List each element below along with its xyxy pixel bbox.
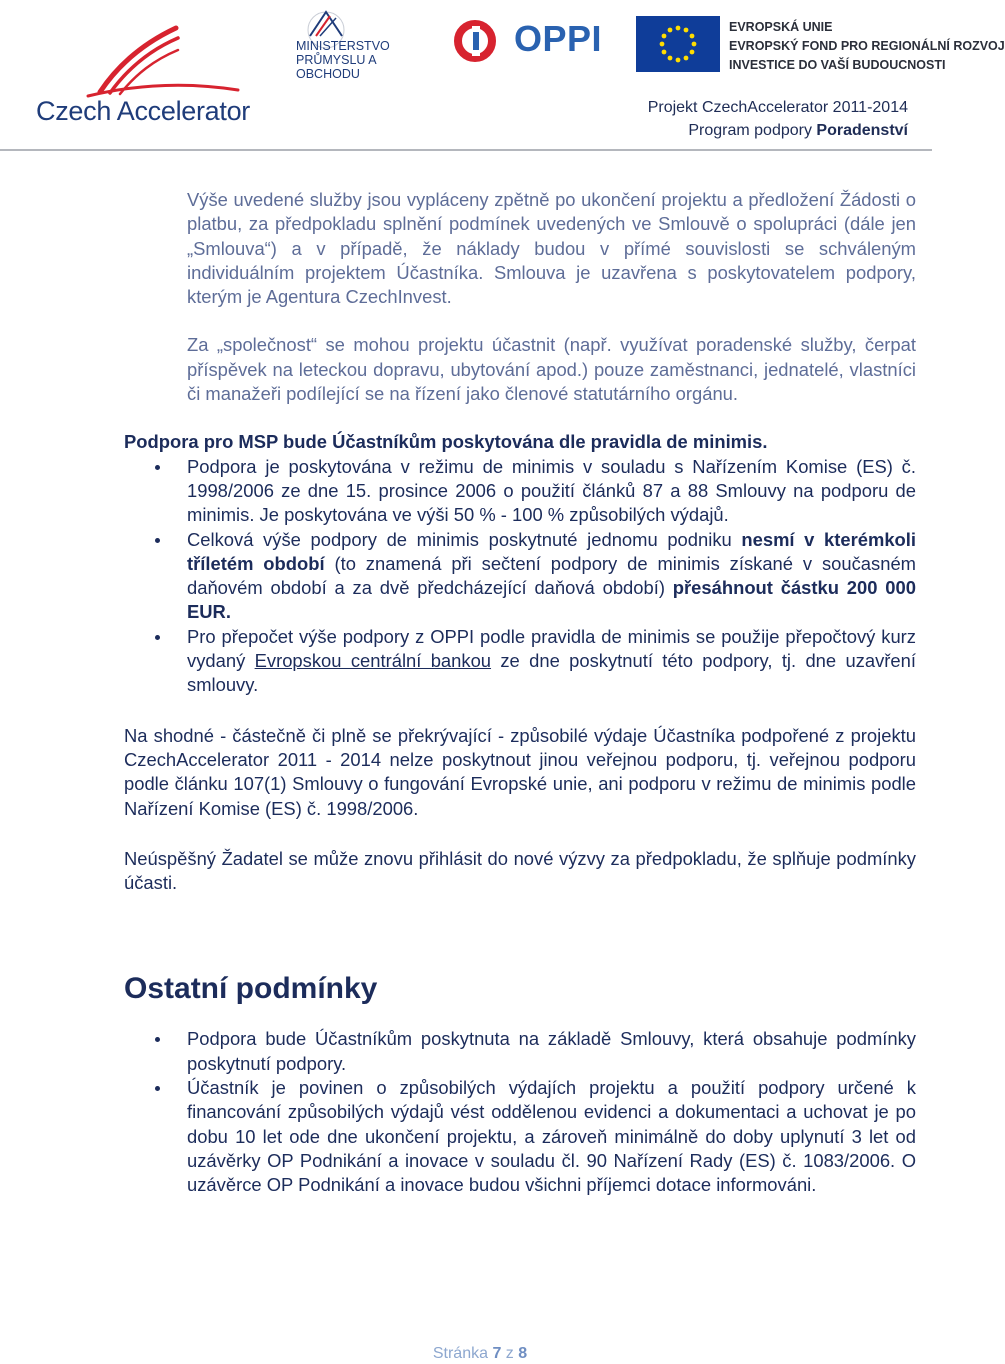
page-word: Stránka (432, 1345, 488, 1362)
program-name: Poradenství (816, 122, 908, 139)
mpo-name-line2: PRŮMYSLU A OBCHODU (296, 53, 376, 81)
bullet-icon (155, 635, 160, 640)
list-item: Pro přepočet výše podpory z OPPI podle pravidla de minimis se použije přepočtový kurz vydaný Evropskou centrální bankou ze dne poskytnutí této podpory, tj. dne uzavření smlouvy. (124, 625, 916, 698)
project-info (648, 96, 908, 142)
page-current: 7 (492, 1345, 502, 1362)
bullet-icon (155, 538, 160, 543)
bullet-icon (155, 465, 160, 470)
eu-logo (636, 16, 1005, 76)
header-divider (0, 149, 932, 151)
other-conditions-list (124, 1027, 916, 1197)
section-heading: Ostatní podmínky (124, 972, 378, 1006)
eu-line-3: INVESTICE DO VAŠÍ BUDOUCNOSTI (729, 58, 946, 72)
msp-heading: Podpora pro MSP bude Účastníkům poskytována dle pravidla de minimis. (124, 431, 768, 453)
mpo-emblem-icon (296, 8, 356, 40)
eu-line-1: EVROPSKÁ UNIE (729, 20, 833, 34)
list-item: Podpora bude Účastníkům poskytnuta na základě Smlouvy, která obsahuje podmínky poskytnutí podpory. (124, 1027, 916, 1076)
mpo-logo (296, 8, 436, 81)
eu-flag-icon (636, 16, 720, 72)
oppi-emblem-icon (450, 16, 508, 66)
paragraph-unsuccessful: Neúspěšný Žadatel se může znovu přihlásit do nové výzvy za předpokladu, že splňuje podmínky účasti. (124, 847, 916, 894)
czech-accelerator-logo (28, 20, 278, 130)
paragraph-overlap: Na shodné - částečně či plně se překrývající - způsobilé výdaje Účastníka podpořené z projektu CzechAccelerator 2011 - 2014 nelze poskytnout jinou veřejnou podporu, tj. veřejnou podporu podle článku 107(1) Smlouvy o fungování Evropské unie, ani podporu v režimu de minimis podle Nařízení Komise (ES) č. 1998/2006. (124, 724, 916, 819)
list-item: Celková výše podpory de minimis poskytnuté jednomu podniku nesmí v kterémkoli tříletém období (to znamená při sečtení podpory de minimis získané v současném daňovém období a za dvě předcházející daňová období) přesáhnout částku 200 000 EUR. (124, 528, 916, 625)
page-footer (0, 1345, 960, 1363)
paragraph-payment: Výše uvedené služby jsou vypláceny zpětně po ukončení projektu a předložení Žádosti o platbu, za předpokladu splnění podmínek uvedených ve Smlouvě o spolupráci (dále jen „Smlouva“) a v případě, že náklady budou v přímé souvislosti se schváleným individuálním projektem Účastníka. Smlouva je uzavřena s poskytovatelem podpory, kterým je Agentura CzechInvest. (187, 189, 916, 308)
czech-accelerator-wordmark: Czech Accelerator (36, 96, 250, 126)
project-title: Projekt CzechAccelerator 2011-2014 (647, 99, 908, 116)
list-item: Podpora je poskytována v režimu de minimis v souladu s Nařízením Komise (ES) č. 1998/2006 ze dne 15. prosince 2006 o použití článků 87 a 88 Smlouvy na podporu de minimis. Je poskytována ve výši 50 % - 100 % způsobilých výdajů. (124, 455, 916, 528)
oppi-wordmark: OPPI (514, 18, 603, 59)
ecb-link[interactable]: Evropskou centrální bankou (254, 650, 492, 672)
page-header (0, 0, 1005, 152)
paragraph-company: Za „společnost“ se mohou projektu účastnit (např. využívat poradenské služby, čerpat příspěvek na leteckou dopravu, ubytování apod.) pouze zaměstnanci, jednatelé, vlastníci či manažeři podílející se na řízení jako členové statutárního orgánu. (187, 334, 916, 405)
list-item: Účastník je povinen o způsobilých výdajích projektu a použití podpory určené k financování způsobilých výdajů vést oddělenou evidenci a dokumentaci a uchovat je po dobu 10 let ode dne ukončení projektu, a zároveň minimálně do doby uplynutí 3 let od uzávěrky OP Podnikání a inovace v souladu čl. 90 Nařízení Rady (ES) č. 1083/2006. O uzávěrce OP Podnikání a inovace budou všichni příjemci dotace informováni. (124, 1076, 916, 1197)
page-total: 8 (518, 1345, 528, 1362)
page-content (124, 188, 916, 1198)
program-line (648, 119, 908, 142)
eu-line-2: EVROPSKÝ FOND PRO REGIONÁLNÍ ROZVOJ (729, 39, 1005, 53)
page-of: z (505, 1345, 514, 1362)
mpo-name-line1: MINISTERSTVO (296, 39, 390, 53)
oppi-logo (450, 16, 603, 66)
accelerator-swoosh-icon (28, 20, 278, 100)
bullet-icon (155, 1086, 160, 1091)
bullet-icon (155, 1037, 160, 1042)
de-minimis-list (124, 455, 916, 698)
program-prefix: Program podpory (688, 122, 817, 139)
